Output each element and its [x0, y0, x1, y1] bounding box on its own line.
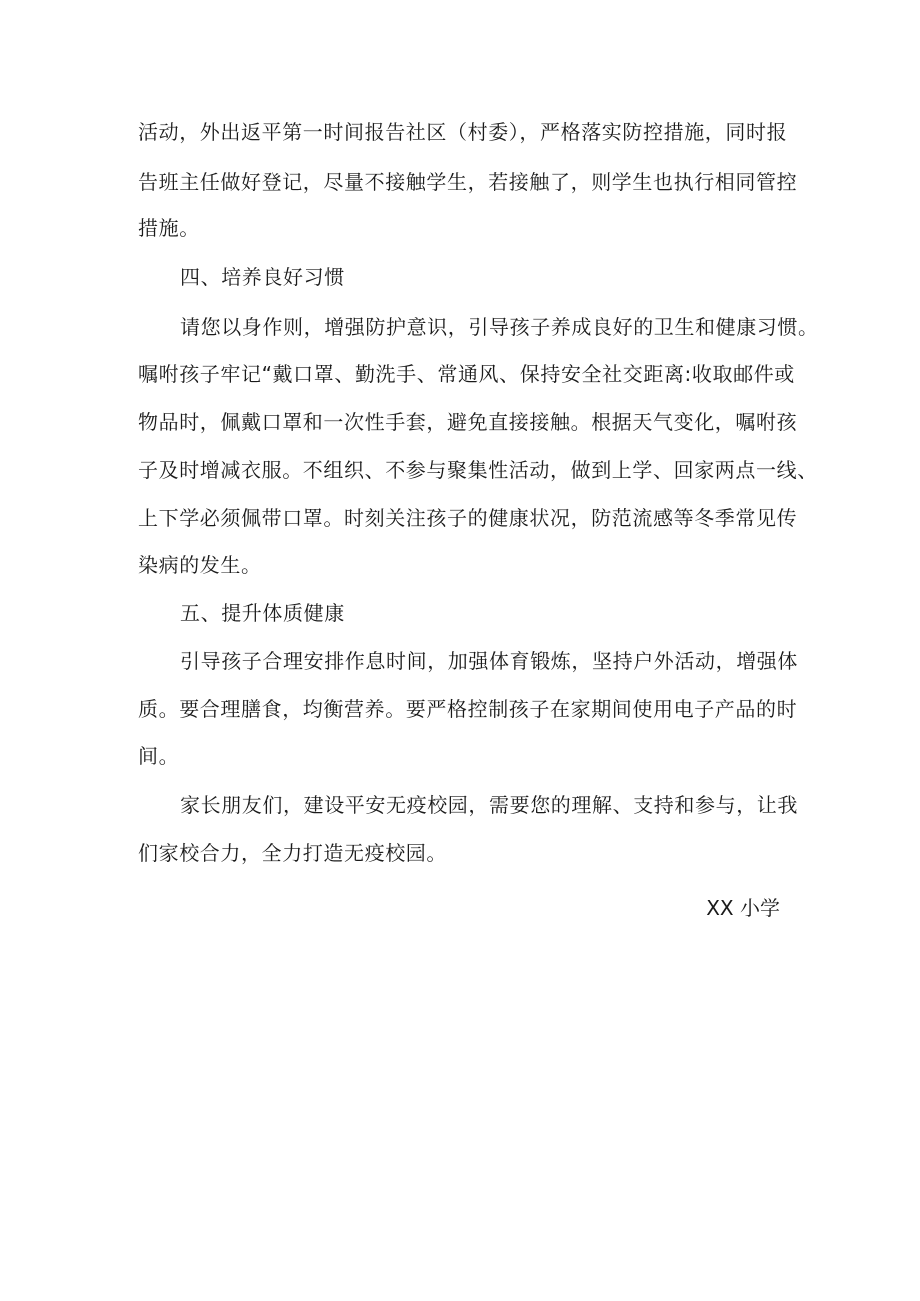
text-line: 家长朋友们，建设平安无疫校园，需要您的理解、支持和参与，让我: [180, 793, 798, 817]
text-line: 请您以身作则，增强防护意识，引导孩子养成良好的卫生和健康习惯。: [180, 315, 819, 339]
text-line: 质。要合理膳食，均衡营养。要严格控制孩子在家期间使用电子产品的时: [138, 697, 798, 721]
text-line: 染病的发生。: [138, 553, 262, 577]
text-line: 活动，外出返平第一时间报告社区（村委），严格落实防控措施，同时报: [138, 120, 788, 144]
text-line: 们家校合力，全力打造无疫校园。: [138, 841, 447, 865]
text-line: 子及时增减衣服。不组织、不参与聚集性活动，做到上学、回家两点一线、: [138, 458, 818, 482]
text-line: 上下学必须佩带口罩。时刻关注孩子的健康状况，防范流感等冬季常见传: [138, 506, 798, 530]
section-heading: 五、提升体质健康: [180, 601, 345, 625]
text-line: 引导孩子合理安排作息时间，加强体育锻炼，坚持户外活动，增强体: [180, 649, 798, 673]
text-line: 措施。: [138, 216, 200, 240]
section-heading: 四、培养良好习惯: [180, 265, 345, 289]
text-line: 物品时，佩戴口罩和一次性手套，避免直接接触。根据天气变化，嘱咐孩: [138, 410, 798, 434]
text-line: 嘱咐孩子牢记“戴口罩、勤洗手、常通风、保持安全社交距离:收取邮件或: [138, 362, 795, 386]
text-line: 间。: [138, 744, 180, 768]
signature: XX 小学: [706, 896, 780, 920]
text-line: 告班主任做好登记，尽量不接触学生，若接触了，则学生也执行相同管控: [138, 170, 798, 194]
